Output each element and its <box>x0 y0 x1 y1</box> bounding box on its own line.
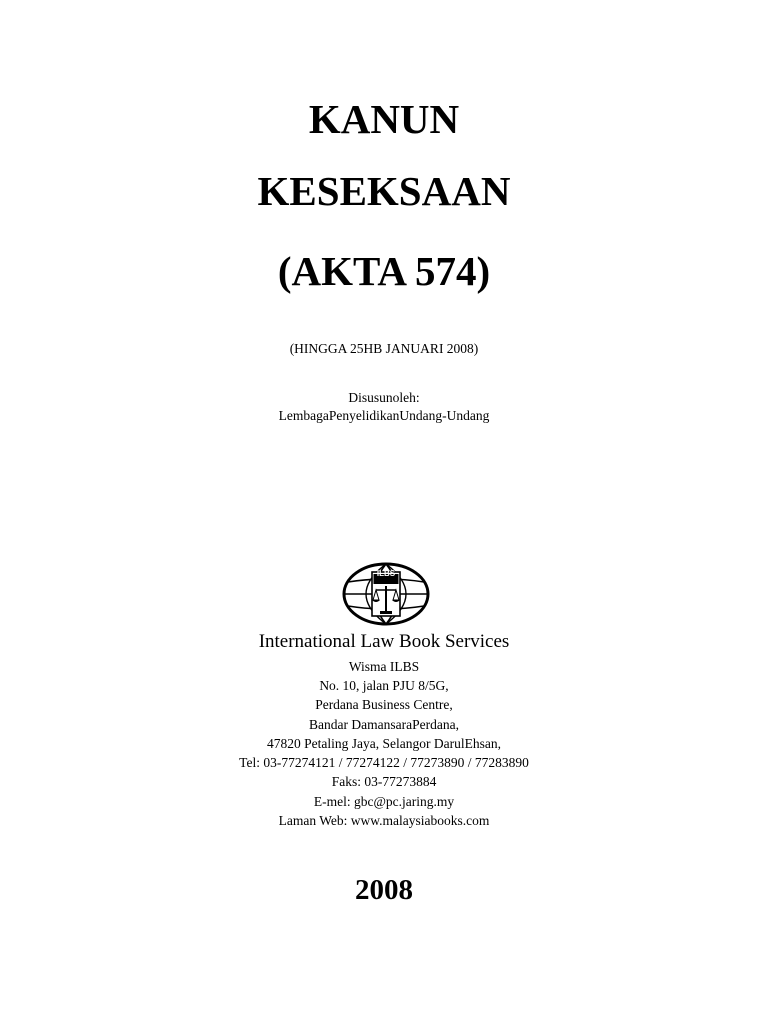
publisher-name: International Law Book Services <box>258 631 510 652</box>
publication-year: 2008 <box>355 874 413 906</box>
address-line-1: Wisma ILBS <box>348 659 420 674</box>
title-line-1: KANUN <box>308 96 460 142</box>
email-line: E-mel: gbc@pc.jaring.my <box>313 794 455 809</box>
compiler-name: LembagaPenyelidikanUndang-Undang <box>278 408 490 423</box>
compiled-by-label: Disusunoleh: <box>348 390 420 405</box>
edition-note: (HINGGA 25HB JANUARI 2008) <box>289 341 479 356</box>
address-line-3: Perdana Business Centre, <box>315 697 453 712</box>
logo-text: ILBS <box>376 569 396 578</box>
title-line-2: KESEKSAAN <box>257 168 511 214</box>
title-line-3: (AKTA 574) <box>277 248 491 294</box>
address-line-2: No. 10, jalan PJU 8/5G, <box>319 678 449 693</box>
address-line-4: Bandar DamansaraPerdana, <box>309 717 459 732</box>
fax-line: Faks: 03-77273884 <box>331 774 437 789</box>
website-line: Laman Web: www.malaysiabooks.com <box>278 813 490 828</box>
telephone-line: Tel: 03-77274121 / 77274122 / 77273890 / 77283890 <box>239 755 529 770</box>
address-line-5: 47820 Petaling Jaya, Selangor DarulEhsan, <box>267 736 501 751</box>
